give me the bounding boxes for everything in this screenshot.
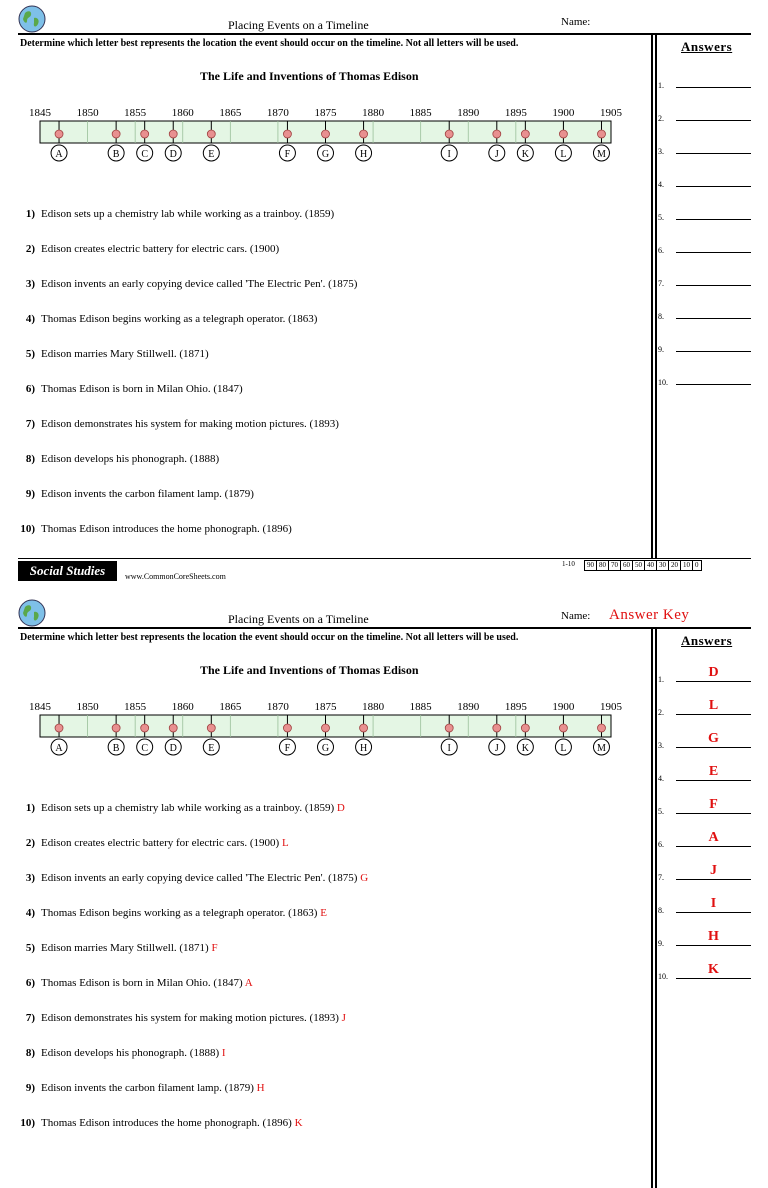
score-cell: 0: [692, 560, 702, 571]
question-number: 1): [25, 802, 35, 814]
question-text: Thomas Edison is born in Milan Ohio. (1847): [41, 383, 243, 395]
marker-letter: H: [359, 149, 368, 160]
question-number: 1): [25, 208, 35, 220]
answer-blank[interactable]: [676, 912, 751, 913]
footer-url: www.CommonCoreSheets.com: [125, 572, 226, 581]
answer-number: 3.: [658, 147, 664, 156]
footer-rule: [18, 558, 751, 559]
answer-key-value: A: [708, 830, 719, 845]
question-text: Edison develops his phonograph. (1888): [41, 1047, 220, 1059]
answer-row: [658, 864, 754, 884]
marker-letter: F: [284, 149, 291, 160]
year-label: 1875: [314, 701, 337, 713]
answer-row: [658, 138, 754, 158]
answer-blank[interactable]: [676, 318, 751, 319]
question-item: [14, 872, 368, 884]
question-text: Thomas Edison is born in Milan Ohio. (1847): [41, 977, 243, 989]
question-item: [14, 1047, 226, 1059]
marker-letter: I: [447, 149, 451, 160]
question-number: 2): [25, 837, 35, 849]
answer-key-value: K: [708, 962, 719, 977]
divider: [651, 35, 653, 558]
marker-letter: C: [141, 743, 149, 754]
marker-letter: K: [521, 743, 529, 754]
question-text: Edison marries Mary Stillwell. (1871): [41, 348, 209, 360]
question-answer: H: [253, 1082, 265, 1094]
question-number: 8): [25, 1047, 35, 1059]
question-text: Thomas Edison begins working as a telegraph operator. (1863): [41, 907, 318, 919]
answer-row: [658, 897, 754, 917]
question-item: [14, 802, 345, 814]
answer-blank[interactable]: [676, 945, 751, 946]
year-label: 1905: [600, 107, 622, 119]
marker-letter: A: [55, 743, 63, 754]
question-item: [14, 418, 339, 430]
answer-number: 9.: [658, 939, 664, 948]
answer-blank[interactable]: [676, 285, 751, 286]
answer-blank[interactable]: [676, 747, 751, 748]
question-item: [14, 453, 219, 465]
answer-number: 5.: [658, 807, 664, 816]
question-number: 9): [25, 1082, 35, 1094]
answer-blank[interactable]: [676, 879, 751, 880]
answer-row: [658, 237, 754, 257]
question-item: [14, 1012, 346, 1024]
instructions: Determine which letter best represents the location the event should occur on the timeline. Not all letters will be used.: [20, 632, 519, 643]
answer-blank[interactable]: [676, 351, 751, 352]
year-label: 1845: [29, 107, 51, 119]
answer-number: 8.: [658, 312, 664, 321]
question-answer: J: [338, 1012, 346, 1024]
question-number: 9): [25, 488, 35, 500]
question-text: Edison demonstrates his system for making motion pictures. (1893): [41, 418, 339, 430]
answers-header: Answers: [681, 39, 733, 54]
answer-number: 3.: [658, 741, 664, 750]
year-label: 1900: [552, 107, 575, 119]
answer-blank[interactable]: [676, 846, 751, 847]
year-label: 1890: [457, 701, 480, 713]
question-text: Edison invents the carbon filament lamp. (1879): [41, 1082, 254, 1094]
answer-row: [658, 105, 754, 125]
question-text: Edison sets up a chemistry lab while working as a trainboy. (1859): [41, 802, 335, 814]
year-label: 1885: [409, 701, 432, 713]
answer-number: 6.: [658, 246, 664, 255]
answer-blank[interactable]: [676, 219, 751, 220]
question-text: Edison demonstrates his system for making motion pictures. (1893): [41, 1012, 339, 1024]
answer-row: [658, 831, 754, 851]
marker-letter: H: [359, 743, 368, 754]
year-label: 1870: [266, 107, 289, 119]
answer-blank[interactable]: [676, 87, 751, 88]
marker-letter: B: [112, 149, 120, 160]
answer-number: 6.: [658, 840, 664, 849]
divider: [655, 35, 657, 558]
answer-row: [658, 765, 754, 785]
answer-number: 4.: [658, 774, 664, 783]
year-label: 1855: [124, 701, 147, 713]
answer-number: 5.: [658, 213, 664, 222]
marker-letter: A: [55, 149, 63, 160]
year-label: 1860: [171, 701, 194, 713]
question-item: [14, 1082, 265, 1094]
answer-blank[interactable]: [676, 384, 751, 385]
question-text: Edison develops his phonograph. (1888): [41, 453, 220, 465]
question-number: 3): [25, 278, 35, 290]
marker-letter: D: [169, 743, 177, 754]
timeline: [0, 0, 640, 170]
question-text: Thomas Edison begins working as a telegraph operator. (1863): [41, 313, 318, 325]
marker-letter: E: [208, 743, 215, 754]
question-text: Edison invents an early copying device called 'The Electric Pen'. (1875): [41, 872, 358, 884]
answer-key-value: J: [710, 863, 717, 878]
question-item: [14, 383, 243, 395]
question-item: [14, 348, 209, 360]
question-number: 10): [20, 523, 35, 535]
answer-blank[interactable]: [676, 186, 751, 187]
year-label: 1880: [362, 701, 385, 713]
marker-letter: J: [494, 743, 499, 754]
marker-letter: M: [597, 149, 606, 160]
marker-letter: G: [321, 149, 330, 160]
answer-blank[interactable]: [676, 153, 751, 154]
question-number: 5): [25, 348, 35, 360]
question-number: 10): [20, 1117, 35, 1129]
year-label: 1895: [504, 701, 527, 713]
question-answer: K: [291, 1117, 303, 1129]
question-answer: L: [279, 837, 289, 849]
question-number: 7): [25, 1012, 35, 1024]
divider: [651, 629, 653, 1188]
question-answer: A: [242, 977, 253, 989]
answer-key-value: F: [709, 797, 718, 812]
question-item: [14, 1117, 303, 1129]
year-label: 1900: [552, 701, 575, 713]
question-item: [14, 313, 317, 325]
score-cell: 50: [632, 560, 645, 571]
question-number: 8): [25, 453, 35, 465]
score-cell: 90: [584, 560, 597, 571]
answer-row: [658, 666, 754, 686]
question-number: 6): [25, 977, 35, 989]
question-item: [14, 977, 253, 989]
year-label: 1850: [76, 107, 99, 119]
instructions: Determine which letter best represents the location the event should occur on the timeline. Not all letters will be used.: [20, 38, 519, 49]
answer-key-value: H: [708, 929, 719, 944]
answer-row: [658, 171, 754, 191]
answer-key-value: D: [708, 665, 719, 680]
year-label: 1905: [600, 701, 622, 713]
answer-blank[interactable]: [676, 714, 751, 715]
name-label: Name:: [561, 610, 591, 622]
question-item: [14, 243, 279, 255]
question-answer: F: [208, 942, 218, 954]
year-label: 1865: [219, 701, 242, 713]
answer-key-value: I: [710, 896, 717, 911]
score-cell: 30: [656, 560, 669, 571]
question-number: 6): [25, 383, 35, 395]
answer-row: [658, 732, 754, 752]
year-label: 1890: [457, 107, 480, 119]
score-cell: 20: [668, 560, 681, 571]
answer-blank[interactable]: [676, 813, 751, 814]
answer-row: [658, 72, 754, 92]
score-cell: 10: [680, 560, 693, 571]
year-label: 1875: [314, 107, 337, 119]
question-text: Thomas Edison introduces the home phonograph. (1896): [41, 523, 292, 535]
answers-header: Answers: [681, 633, 733, 648]
year-label: 1895: [504, 107, 527, 119]
name-label: Name:: [561, 16, 591, 28]
marker-letter: G: [321, 743, 330, 754]
question-number: 2): [25, 243, 35, 255]
answer-number: 7.: [658, 279, 664, 288]
worksheet-answer-key: [0, 594, 768, 1188]
divider: [655, 629, 657, 1188]
answer-number: 1.: [658, 675, 664, 684]
question-text: Edison invents an early copying device called 'The Electric Pen'. (1875): [41, 278, 358, 290]
social-studies-badge: Social Studies: [18, 561, 117, 581]
year-label: 1855: [124, 107, 147, 119]
answer-number: 10.: [658, 972, 668, 981]
question-answer: G: [357, 872, 369, 884]
question-item: [14, 907, 327, 919]
question-number: 7): [25, 418, 35, 430]
answer-number: 8.: [658, 906, 664, 915]
answer-blank[interactable]: [676, 780, 751, 781]
question-answer: I: [219, 1047, 226, 1059]
question-text: Edison creates electric battery for electric cars. (1900): [41, 837, 280, 849]
timeline-title: The Life and Inventions of Thomas Edison: [200, 69, 419, 83]
marker-letter: C: [141, 149, 149, 160]
year-label: 1850: [76, 701, 99, 713]
answer-key-value: E: [708, 764, 719, 779]
year-label: 1870: [266, 701, 289, 713]
question-item: [14, 488, 254, 500]
answer-row: [658, 303, 754, 323]
question-item: [14, 523, 292, 535]
answer-number: 2.: [658, 114, 664, 123]
answer-row: [658, 699, 754, 719]
answer-number: 7.: [658, 873, 664, 882]
answer-number: 2.: [658, 708, 664, 717]
answer-key-label: Answer Key: [609, 607, 690, 623]
question-item: [14, 837, 289, 849]
marker-letter: E: [208, 149, 215, 160]
answer-blank[interactable]: [676, 681, 751, 682]
answer-row: [658, 204, 754, 224]
year-label: 1885: [409, 107, 432, 119]
score-cell: 80: [596, 560, 609, 571]
question-item: [14, 208, 334, 220]
score-cell: 70: [608, 560, 621, 571]
timeline-title: The Life and Inventions of Thomas Edison: [200, 663, 419, 677]
answer-number: 10.: [658, 378, 668, 387]
score-cell: 40: [644, 560, 657, 571]
year-label: 1845: [29, 701, 51, 713]
marker-letter: I: [447, 743, 451, 754]
marker-letter: K: [521, 149, 529, 160]
score-table: [585, 560, 702, 571]
marker-letter: F: [284, 743, 291, 754]
year-label: 1880: [362, 107, 385, 119]
answer-key-value: L: [708, 698, 719, 713]
answer-row: [658, 336, 754, 356]
answer-blank[interactable]: [676, 978, 751, 979]
marker-letter: B: [112, 743, 120, 754]
worksheet-title: Placing Events on a Timeline: [228, 612, 369, 626]
answer-number: 9.: [658, 345, 664, 354]
answer-blank[interactable]: [676, 120, 751, 121]
timeline: [0, 594, 640, 764]
answer-number: 1.: [658, 81, 664, 90]
marker-letter: L: [560, 743, 567, 754]
question-text: Thomas Edison introduces the home phonograph. (1896): [41, 1117, 292, 1129]
answer-row: [658, 270, 754, 290]
year-label: 1860: [171, 107, 194, 119]
answer-row: [658, 798, 754, 818]
question-number: 5): [25, 942, 35, 954]
question-text: Edison invents the carbon filament lamp. (1879): [41, 488, 254, 500]
answer-row: [658, 930, 754, 950]
worksheet-title: Placing Events on a Timeline: [228, 18, 369, 32]
answer-row: [658, 963, 754, 983]
year-label: 1865: [219, 107, 242, 119]
answer-row: [658, 369, 754, 389]
answer-key-value: G: [708, 731, 719, 746]
question-text: Edison sets up a chemistry lab while working as a trainboy. (1859): [41, 208, 335, 220]
question-number: 4): [25, 313, 35, 325]
question-answer: D: [334, 802, 345, 814]
marker-letter: J: [494, 149, 499, 160]
score-label: 1-10: [562, 560, 575, 568]
answer-blank[interactable]: [676, 252, 751, 253]
answer-number: 4.: [658, 180, 664, 189]
marker-letter: L: [560, 149, 567, 160]
marker-letter: D: [169, 149, 177, 160]
question-text: Edison creates electric battery for electric cars. (1900): [41, 243, 280, 255]
question-item: [14, 942, 218, 954]
question-number: 3): [25, 872, 35, 884]
question-item: [14, 278, 357, 290]
question-text: Edison marries Mary Stillwell. (1871): [41, 942, 209, 954]
marker-letter: M: [597, 743, 606, 754]
question-answer: E: [317, 907, 327, 919]
question-number: 4): [25, 907, 35, 919]
score-cell: 60: [620, 560, 633, 571]
